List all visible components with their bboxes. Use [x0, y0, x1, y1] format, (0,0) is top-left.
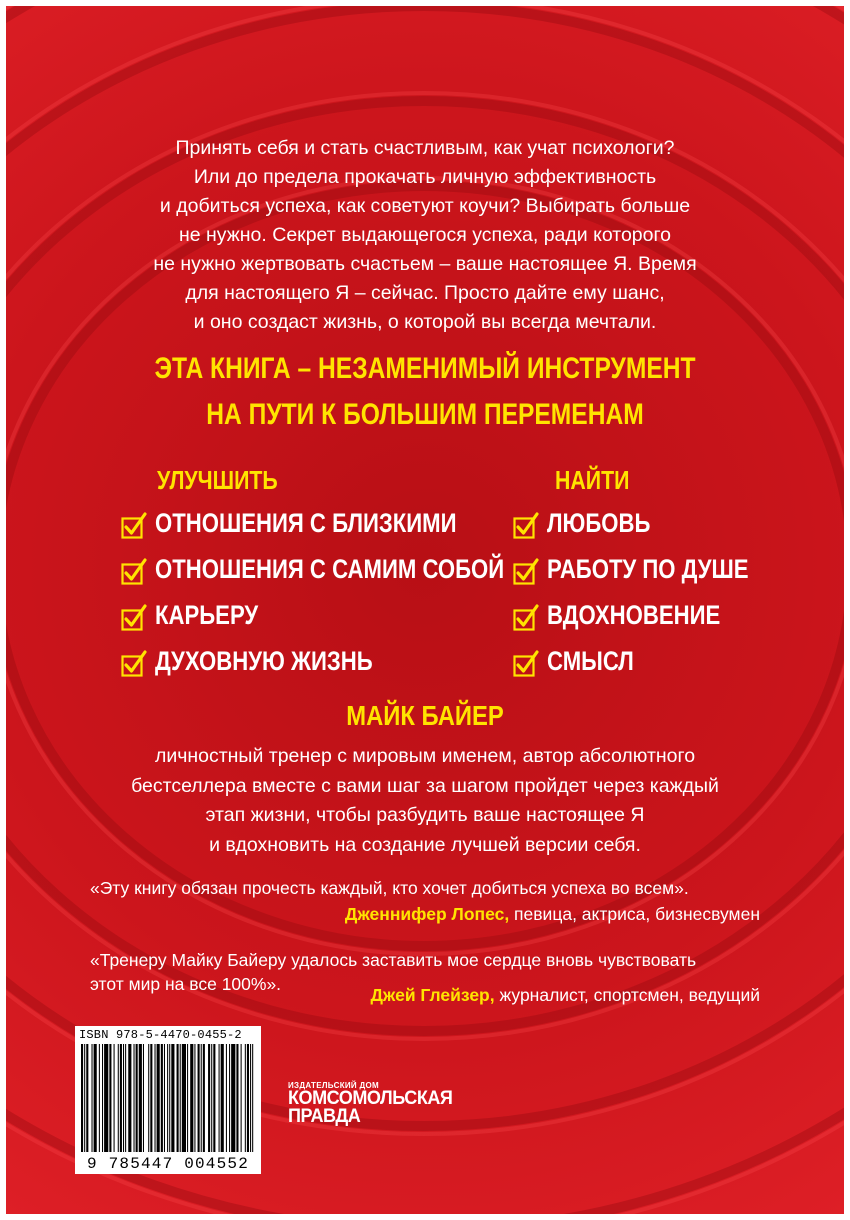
publisher-line: ИЗДАТЕЛЬСКИЙ ДОМ [288, 1081, 379, 1090]
checkbox-checked-icon [121, 512, 147, 540]
barcode-bar [167, 1044, 168, 1152]
barcode-bar [241, 1044, 242, 1152]
quote-text: «Тренеру Майку Байеру удалось заставить мое сердце вновь чувствовать [90, 950, 697, 970]
barcode-bar [109, 1044, 111, 1152]
author-description-line: и вдохновить на создание лучшей версии себя. [209, 833, 641, 856]
barcode-bar [155, 1044, 156, 1152]
quote-author: Джей Глейзер, [370, 985, 495, 1005]
barcode-bar [231, 1044, 235, 1152]
intro-line: и оно создаст жизнь, о которой вы всегда мечтали. [193, 311, 657, 333]
barcode-bar [118, 1044, 119, 1152]
checkbox-checked-icon [513, 650, 539, 678]
publisher-line: КОМСОМОЛЬСКАЯ [288, 1088, 453, 1109]
intro-line: для настоящего Я – сейчас. Просто дайте ему шанс, [185, 282, 665, 304]
checkbox-checked-icon [121, 650, 147, 678]
barcode-bar [86, 1044, 88, 1152]
back-cover [6, 6, 844, 1214]
list-item-label: ВДОХНОВЕНИЕ [547, 600, 721, 630]
isbn-barcode [75, 1026, 261, 1174]
barcode-bar [226, 1044, 227, 1152]
list-item-label: КАРЬЕРУ [155, 600, 259, 630]
barcode-bar [180, 1044, 181, 1152]
barcode-bar [201, 1044, 202, 1152]
barcode-bar [84, 1044, 85, 1152]
list-item-label: ДУХОВНУЮ ЖИЗНЬ [155, 646, 373, 676]
barcode-bar [221, 1044, 224, 1152]
intro-line: Или до предела прокачать личную эффективность [193, 166, 657, 188]
author-description [66, 742, 784, 860]
list-item-label: СМЫСЛ [547, 646, 634, 676]
intro-line: и добиться успеха, как советуют коучи? Выбирать больше [159, 195, 691, 217]
barcode-bar [102, 1044, 103, 1152]
improve-list-title: УЛУЧШИТЬ [157, 465, 278, 495]
barcode-bar [125, 1044, 126, 1152]
barcode-bar [114, 1044, 115, 1152]
author-description-line: этап жизни, чтобы разбудить ваше настоящее Я [205, 804, 645, 826]
quote-text: этот мир на все 100%». [90, 974, 282, 994]
list-item-label: ЛЮБОВЬ [547, 508, 651, 538]
headline-line: НА ПУТИ К БОЛЬШИМ ПЕРЕМЕНАМ [206, 398, 644, 431]
barcode-bar [164, 1044, 165, 1152]
list-item-label: РАБОТУ ПО ДУШЕ [547, 554, 749, 584]
barcode-bar [123, 1044, 124, 1152]
checkbox-checked-icon [121, 558, 147, 586]
barcode-bar [148, 1044, 149, 1152]
quote-attribution [345, 902, 760, 926]
barcode-bar [81, 1044, 83, 1152]
barcode-bar [247, 1044, 249, 1152]
barcode-bar [252, 1044, 253, 1152]
barcode-bar [150, 1044, 152, 1152]
barcode-bar [128, 1044, 131, 1152]
barcode-bar [171, 1044, 174, 1152]
checkbox-checked-icon [513, 604, 539, 632]
barcode-bar [213, 1044, 215, 1152]
intro-line: не нужно жертвовать счастьем – ваше настоящее Я. Время [153, 253, 697, 275]
barcode-bar [94, 1044, 97, 1152]
barcode-bar [104, 1044, 108, 1152]
quote-text: «Эту книгу обязан прочесть каждый, кто хочет добиться успеха во всем». [90, 878, 689, 898]
barcode-bar [211, 1044, 212, 1152]
quote-attribution [370, 983, 760, 1007]
barcode-bar [198, 1044, 200, 1152]
barcode-bars [79, 1044, 257, 1156]
quote-author: Дженнифер Лопес, [344, 904, 510, 924]
barcode-bar [177, 1044, 179, 1152]
publisher-line: ПРАВДА [288, 1106, 361, 1127]
barcode-bar [182, 1044, 186, 1152]
barcode-bar [134, 1044, 135, 1152]
quote-author-role: журналист, спортсмен, ведущий [494, 985, 760, 1005]
barcode-bar [157, 1044, 160, 1152]
publisher-logo [288, 1081, 461, 1126]
barcode-bar [236, 1044, 238, 1152]
intro-paragraph [66, 134, 784, 337]
headline-line: ЭТА КНИГА – НЕЗАМЕНИМЫЙ ИНСТРУМЕНТ [154, 352, 696, 385]
author-name: МАЙК БАЙЕР [346, 700, 504, 731]
headline [114, 346, 736, 438]
barcode-bar [92, 1044, 93, 1152]
barcode-bar [219, 1044, 220, 1152]
barcode-bar [99, 1044, 100, 1152]
ean-number: 9 785447 004552 [86, 1155, 250, 1173]
barcode-bar [169, 1044, 170, 1152]
author-description-line: личностный тренер с мировым именем, автор абсолютного [154, 745, 696, 767]
barcode-bar [136, 1044, 138, 1152]
barcode-bar [187, 1044, 188, 1152]
intro-line: Принять себя и стать счастливым, как учат психологи? [175, 137, 675, 159]
barcode-bar [194, 1044, 195, 1152]
find-list-title: НАЙТИ [555, 465, 630, 495]
barcode-bar [203, 1044, 205, 1152]
intro-line: не нужно. Секрет выдающегося успеха, ради которого [178, 224, 672, 246]
list-item-label: ОТНОШЕНИЯ С САМИМ СОБОЙ [155, 554, 505, 584]
checkbox-checked-icon [121, 604, 147, 632]
isbn-number: ISBN 978-5-4470-0455-2 [79, 1028, 242, 1042]
barcode-bar [250, 1044, 251, 1152]
barcode-bar [190, 1044, 193, 1152]
barcode-bar [120, 1044, 122, 1152]
quote-author-role: певица, актриса, бизнесвумен [509, 904, 760, 924]
barcode-bar [139, 1044, 142, 1152]
barcode-bar [143, 1044, 144, 1152]
barcode-bar [161, 1044, 163, 1152]
checkbox-checked-icon [513, 558, 539, 586]
barcode-bar [229, 1044, 230, 1152]
barcode-bar [245, 1044, 246, 1152]
checkbox-checked-icon [513, 512, 539, 540]
list-item-label: ОТНОШЕНИЯ С БЛИЗКИМИ [155, 508, 457, 538]
barcode-bar [208, 1044, 210, 1152]
author-description-line: бестселлера вместе с вами шаг за шагом пройдет через каждый [131, 774, 719, 797]
